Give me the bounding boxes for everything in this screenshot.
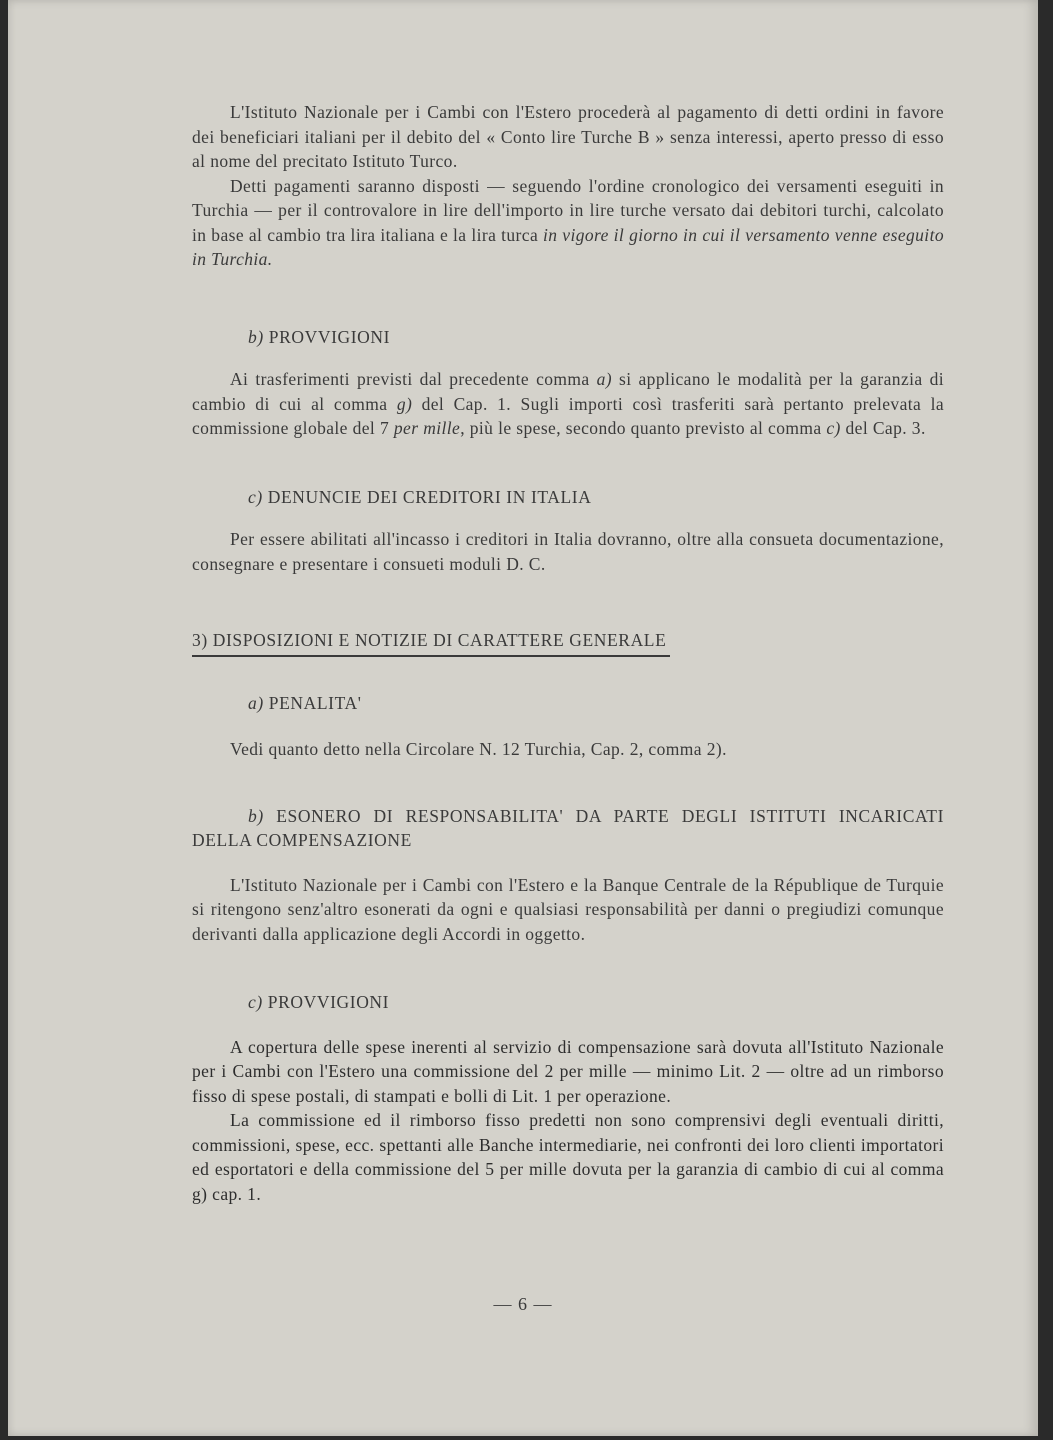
paragraph-text: , più le spese, secondo quanto previsto al comma <box>460 418 827 438</box>
subsection-title: PENALITA' <box>268 692 362 713</box>
paragraph <box>192 367 944 441</box>
subsection-letter: c) <box>248 486 263 507</box>
section-heading-wrapper <box>192 628 944 657</box>
paragraph-text: Ai trasferimenti previsti dal precedente comma <box>230 369 597 389</box>
subsection-title: ESONERO DI RESPONSABILITA' DA PARTE DEGLI ISTITUTI INCARICATI DELLA COMPENSAZIONE <box>192 805 944 850</box>
paragraph: La commissione ed il rimborso fisso predetti non sono comprensivi degli eventuali diritti, commissioni, spese, ecc. spettanti alle Banche intermediarie, nei confronti dei loro clienti importatori ed esportatori e della commissione del 5 per mille dovuta per la garanzia di cambio di cui al comma g) cap. 1. <box>192 1110 944 1204</box>
subsection-heading <box>192 325 944 350</box>
subsection-heading <box>192 485 944 510</box>
italic-text: per mille <box>393 418 461 438</box>
subsection-heading <box>192 990 944 1015</box>
subsection-heading <box>192 691 944 716</box>
paragraph: Vedi quanto detto nella Circolare N. 12 Turchia, Cap. 2, comma 2). <box>230 739 727 759</box>
subsection-title: DENUNCIE DEI CREDITORI IN ITALIA <box>267 486 592 507</box>
paragraph: L'Istituto Nazionale per i Cambi con l'Estero e la Banque Centrale de la République de Turquie si ritengono senz'altro esonerati da ogni e qualsiasi responsabilità per danni o pregiudizi comunque derivanti dalla applicazione degli Accordi in oggetto. <box>192 874 944 944</box>
subsection-letter: b) <box>248 805 264 826</box>
subsection-letter: c) <box>248 992 263 1012</box>
italic-text: c) <box>826 418 841 438</box>
text-block <box>192 1035 944 1207</box>
paragraph: A copertura delle spese inerenti al servizio di compensazione sarà dovuta all'Istituto Nazionale per i Cambi con l'Estero una commissione del 2 per mille — minimo Lit. 2 — oltre ad un rimborso fisso di spese postali, di stampati e bolli di Lit. 1 per operazione. <box>192 1036 944 1106</box>
page-content <box>192 100 944 1206</box>
paragraph-text: Detti pagamenti saranno disposti — seguendo l'ordine cronologico dei versamenti eseguiti in Turchia — per il controvalore in lire dell'importo in lire turche versato dai debitori turchi, calcolato in base al cambio tra lira italiana e la lira turca <box>192 175 944 245</box>
subsection-title: PROVVIGIONI <box>267 992 390 1012</box>
paragraph: L'Istituto Nazionale per i Cambi con l'Estero procederà al pagamento di detti ordini in favore dei beneficiari italiani per il debito del « Conto lire Turche B » senza interessi, aperto presso di esso al nome del precitato Istituto Turco. <box>192 102 944 171</box>
section-heading: 3) DISPOSIZIONI E NOTIZIE DI CARATTERE GENERALE <box>192 628 670 657</box>
subsection-heading <box>192 804 944 853</box>
italic-text: a) <box>596 369 612 389</box>
paragraph <box>192 174 944 272</box>
document-page <box>8 0 1038 1436</box>
paragraph-text: si applicano le modalità per la garanzia di cambio di cui al comma <box>192 369 944 414</box>
subsection-letter: a) <box>248 692 264 713</box>
paragraph-text: del Cap. 3. <box>840 418 926 438</box>
page-number: — 6 — <box>493 1294 553 1314</box>
paragraph: Per essere abilitati all'incasso i creditori in Italia dovranno, oltre alla consueta documentazione, consegnare e presentare i consueti moduli D. C. <box>192 529 944 574</box>
italic-text: in vigore il giorno in cui il versamento venne eseguito in Turchia. <box>192 224 944 269</box>
italic-text: g) <box>396 393 413 414</box>
subsection-letter: b) <box>248 326 264 347</box>
subsection-title: PROVVIGIONI <box>268 326 391 347</box>
paragraph-text: del Cap. 1. Sugli importi così trasferiti sarà pertanto prelevata la commissione globale del 7 <box>192 393 944 438</box>
